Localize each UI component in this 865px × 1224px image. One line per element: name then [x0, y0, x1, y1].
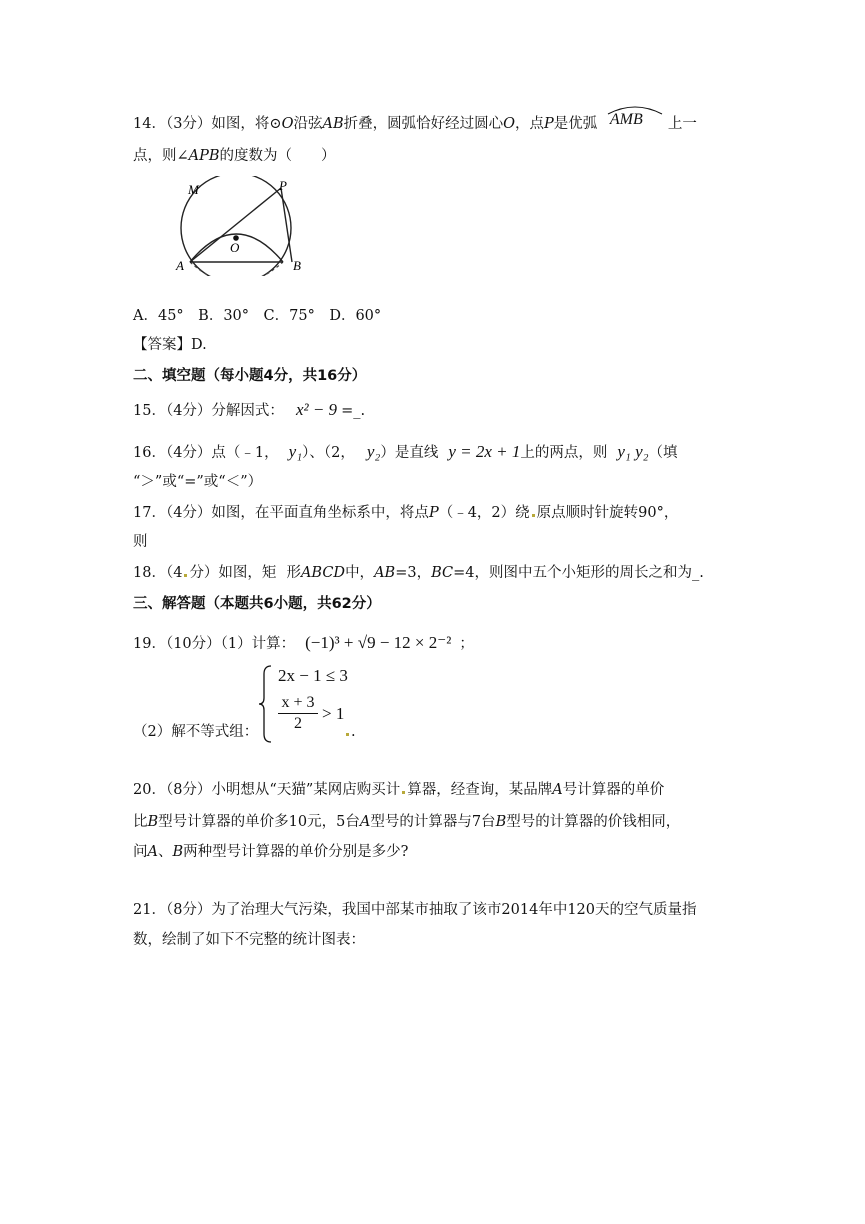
q14-line2 [133, 146, 336, 166]
arc-amb-notation [602, 111, 668, 134]
q16-text-e: （填 [648, 445, 678, 461]
dashed-arc [190, 262, 283, 276]
ineq2-relation: > 1 [322, 704, 345, 723]
q18-text-b: 分）如图，矩 [189, 565, 277, 581]
q14-options: A．45° B．30° C．75° D．60° [133, 308, 382, 324]
q15-tail: =_. [341, 403, 366, 419]
q21-line1: 21．（8分）为了治理大气污染，我国中部某市抽取了该市2014年中120天的空气质量指 [133, 902, 697, 918]
q14-var-p: P [544, 116, 554, 132]
q19-text-a: 19．（10分）（1）计算： [133, 636, 296, 652]
q20-var-a: A [552, 782, 563, 798]
q18-text-d: 中， [345, 565, 375, 581]
label-m: M [188, 182, 199, 197]
ineq1: 2x − 1 ≤ 3 [278, 666, 348, 685]
q16-y2: y₂ [366, 442, 381, 461]
q20-text-1c: 号计算器的单价 [562, 782, 665, 798]
q15-line [133, 400, 365, 421]
ineq2-numerator: x + 3 [281, 694, 315, 711]
q19-period [344, 722, 356, 742]
q20-line3 [133, 842, 408, 862]
q20-text-3a: 问 [133, 844, 148, 860]
q20-line1 [133, 780, 664, 800]
q19-semi: ； [459, 636, 474, 652]
q18-var-abcd: ABCD [300, 565, 346, 581]
q20-text-2b: 型号计算器的单价多10元，5台 [158, 814, 360, 830]
q14-answer: 【答案】D. [133, 337, 207, 353]
q20-text-2a: 比 [133, 814, 148, 830]
q18-text-a: 18．（4 [133, 565, 183, 581]
q15-text: 15．（4分）分解因式： [133, 403, 284, 419]
section2-title: 二、填空题（每小题4分，共16分） [133, 368, 367, 384]
q14-text-e: 是优弧 [553, 116, 598, 132]
q20-text-2c: 型号的计算器与7台 [370, 814, 496, 830]
circle-fold-figure [170, 176, 310, 276]
q19-period-text: . [351, 724, 356, 740]
q17-line2: 则 [133, 534, 148, 550]
q19-line2 [133, 722, 258, 742]
q17-text-a: 17．（4分）如图，在平面直角坐标系中，将点 [133, 505, 429, 521]
q14-var-o2: O [503, 116, 515, 132]
q20-var-b2: B [495, 814, 507, 830]
q16-line-expr: y = 2x + 1 [448, 442, 521, 461]
label-b: B [293, 258, 301, 273]
q17-text-b: （﹣4，2）绕 [438, 505, 530, 521]
q18-var-bc: BC [431, 565, 454, 581]
q16-y1: y₁ [288, 442, 303, 461]
q16-y1y2: y₁ y₂ [617, 442, 649, 461]
section3-title: 三、解答题（本题共6小题，共62分） [133, 596, 381, 612]
q14-line2-b: 的度数为（ ） [219, 148, 336, 164]
q16-line2: “＞”或“=”或“＜”） [133, 474, 263, 490]
q15-expr: x² − 9 [295, 400, 338, 419]
q20-var-a3: A [147, 844, 158, 860]
q16-text-c: ）是直线 [380, 445, 439, 461]
q20-text-3b: 、 [157, 844, 173, 860]
q14-line2-a: 点，则∠ [133, 148, 189, 164]
label-a: A [176, 258, 184, 273]
q20-text-2d: 型号的计算器的价钱相同， [506, 814, 681, 830]
q19-line1 [133, 633, 474, 654]
q16-text-b: ）、（2， [302, 445, 355, 461]
q20-line2 [133, 812, 680, 832]
q19-expr: (−1)³ + √9 − 12 × 2⁻² [305, 633, 452, 652]
q20-text-1b: 算器，经查询，某品牌 [407, 782, 553, 798]
q18-text-c: 形 [286, 565, 301, 581]
q17-line1 [133, 503, 678, 523]
q19-part2-label: （2）解不等式组： [133, 724, 259, 740]
q14-var-ab: AB [322, 116, 344, 132]
q20-var-b: B [147, 814, 159, 830]
q16-line1 [133, 442, 678, 463]
q14-line1 [133, 111, 697, 134]
q17-var-p: P [428, 505, 439, 521]
left-brace-icon [258, 664, 274, 744]
q18-var-ab: AB [374, 565, 396, 581]
q14-var-apb: APB [188, 148, 220, 164]
q18-text-e: =3， [395, 565, 432, 581]
q20-var-b3: B [172, 844, 184, 860]
q20-text-3c: 两种型号计算器的单价分别是多少? [183, 844, 409, 860]
q14-text-b: 沿弦 [293, 116, 323, 132]
ineq2-denominator: 2 [294, 715, 302, 732]
q20-var-a2: A [359, 814, 371, 830]
arc-label: AMB [609, 111, 643, 128]
q21-line2: 数，绘制了如下不完整的统计图表： [133, 932, 365, 948]
label-o: O [230, 240, 240, 255]
q18-line [133, 563, 704, 583]
q14-text-f: 上一 [667, 116, 697, 132]
ineq2-fraction [278, 694, 318, 733]
q14-text-d: ，点 [515, 116, 544, 132]
q20-text-1a: 20．（8分）小明想从“天猫”某网店购买计 [133, 782, 401, 798]
label-p: P [279, 178, 287, 193]
q14-text-c: 折叠，圆弧恰好经过圆心 [343, 116, 504, 132]
q17-text-c: 原点顺时针旋转90°， [536, 505, 679, 521]
q18-text-f: =4，则图中五个小矩形的周长之和为_. [453, 565, 704, 581]
q16-text-a: 16．（4分）点（﹣1， [133, 445, 279, 461]
q14-var-o: O [281, 116, 294, 132]
q14-text-a: 14．（3分）如图，将⊙ [133, 116, 282, 132]
q16-text-d: 上的两点，则 [520, 445, 608, 461]
